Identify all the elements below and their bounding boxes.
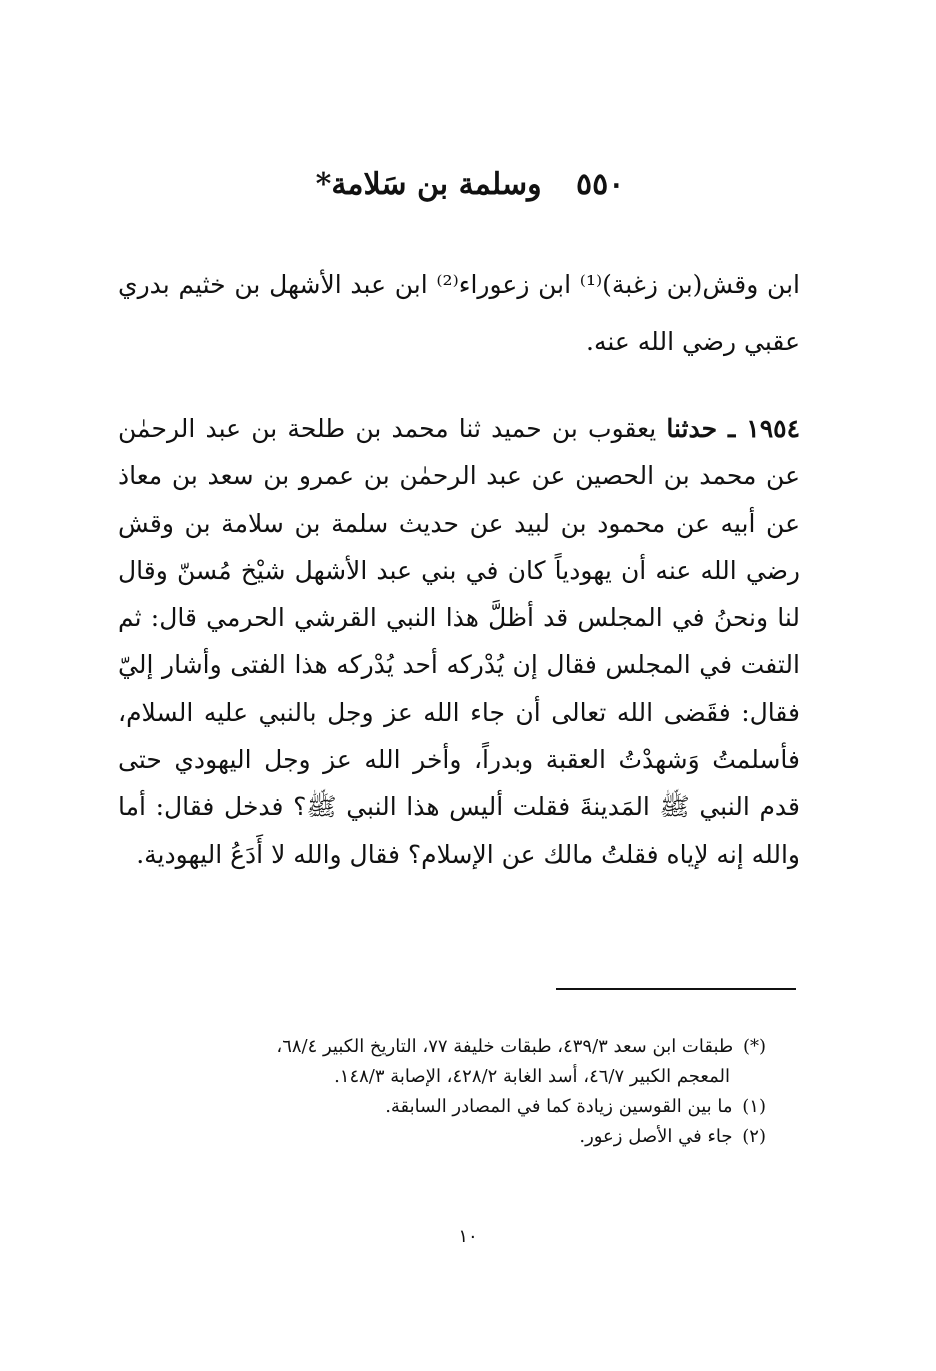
hadith-paragraph [118,405,800,878]
entry-heading [120,160,820,210]
page-number: ١٠ [458,1226,478,1247]
footnote-star-continuation: المعجم الكبير ٤٦/٧، أسد الغابة ٤٢٨/٢، الإصابة ١٤٨/٣. [334,1066,730,1087]
footnote-star-mark: (*) [742,1036,766,1057]
footnote-star-text: طبقات ابن سعد ٤٣٩/٣، طبقات خليفة ٧٧، التاريخ الكبير ٦٨/٤، [276,1036,734,1057]
biography-paragraph: ابن وقش(بن زغبة)⁽¹⁾ ابن زعوراء⁽²⁾ ابن عبد الأشهل بن خثيم بدري عقبي رضي الله عنه. [118,270,800,356]
footnote-1 [118,1092,766,1122]
hadith-number-lead: ١٩٥٤ ـ حدثنا [666,414,801,443]
hadith-text: يعقوب بن حميد ثنا محمد بن طلحة بن عبد الرحمٰن عن محمد بن الحصين عن عبد الرحمٰن بن عمرو بن سعد بن معاذ عن أبيه عن محمود بن لبيد عن حديث سلمة بن سلامة بن وقش رضي الله عنه أن يهودياً كان في بني عبد الأشهل شيْخ مُسنّ وقال لنا ونحنُ في المجلس قد أظلَّ هذا النبي القرشي الحرمي قال: ثم التفت في المجلس فقال إن يُدْركه أحد يُدْركه هذا الفتى وأشار إليّ فقال: فقَضى الله تعالى أن جاء الله عز وجل بالنبي عليه السلام، فأسلمتُ وَشهدْتُ العقبة وبدراً، وأخر الله عز وجل اليهودي حتى قدم النبي ﷺ المَدينةَ فقلت أليس هذا النبي ﷺ؟ فدخل فقال: أما والله إنه لإياه فقلتُ مالك عن الإسلام؟ فقال والله لا أَدَعُ اليهودية. [118,414,800,869]
footnote-2-mark: (٢) [742,1126,766,1147]
entry-title: وسلمة بن سَلامة* [315,167,542,202]
footnote-2-text: جاء في الأصل زعور. [579,1126,733,1147]
footnotes [118,1032,766,1152]
entry-number: ٥٥٠ [576,167,625,202]
footnote-2 [118,1122,766,1152]
footnote-1-text: ما بين القوسين زيادة كما في المصادر السابقة. [385,1096,733,1117]
footnote-1-mark: (١) [742,1096,766,1117]
footnote-separator [556,988,796,990]
footnote-star [118,1032,766,1062]
